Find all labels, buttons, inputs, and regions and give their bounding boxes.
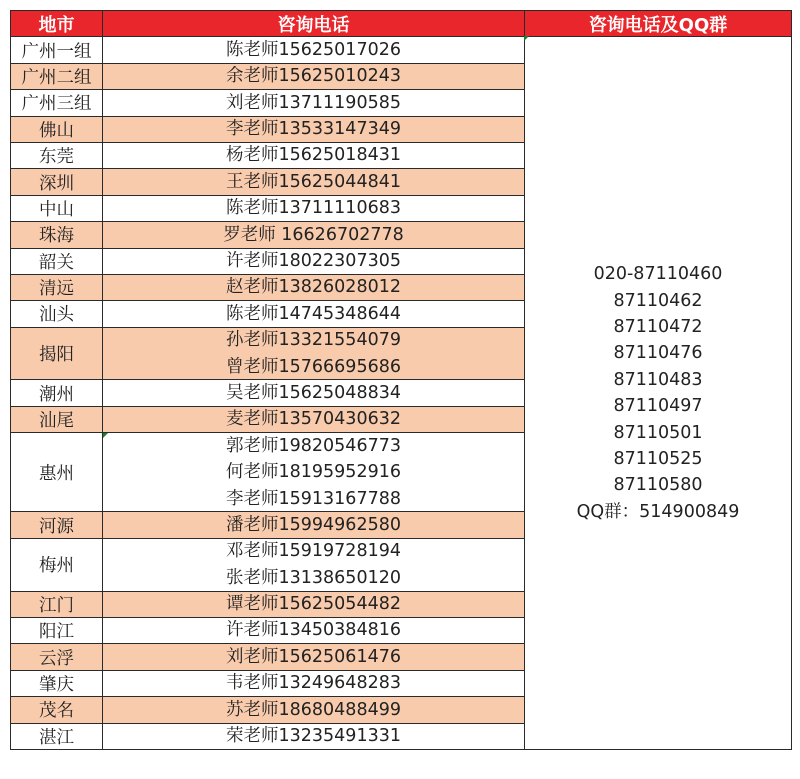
- teacher-phone: 许老师13450384816: [226, 620, 401, 641]
- teacher-phone: 孙老师13321554079: [226, 330, 401, 351]
- header-hotline: 咨询电话及QQ群: [525, 11, 792, 37]
- teacher-phone: 邓老师15919728194: [226, 541, 401, 562]
- qq-group-number: QQ群：514900849: [576, 501, 740, 522]
- teacher-phone: 罗老师 16626702778: [223, 224, 404, 245]
- phone-cell: [103, 143, 525, 169]
- teacher-phone: 刘老师13711190585: [226, 92, 401, 113]
- city-cell: 江门: [11, 592, 103, 618]
- city-cell: 东莞: [11, 143, 103, 169]
- phone-cell: [103, 512, 525, 538]
- teacher-phone: 陈老师13711110683: [226, 198, 401, 219]
- city-cell: 珠海: [11, 222, 103, 248]
- phone-cell: [103, 328, 525, 381]
- hotline-number: 87110462: [613, 290, 703, 311]
- phone-cell: [103, 275, 525, 301]
- phone-cell: [103, 618, 525, 644]
- teacher-phone: 谭老师15625054482: [226, 594, 401, 615]
- city-cell: 揭阳: [11, 328, 103, 381]
- header-phone: 咨询电话: [103, 11, 525, 37]
- phone-cell: [103, 539, 525, 592]
- teacher-phone: 潘老师15994962580: [226, 514, 401, 535]
- contact-table-sheet: [10, 10, 800, 779]
- city-cell: 深圳: [11, 169, 103, 195]
- city-cell: 汕尾: [11, 407, 103, 433]
- teacher-phone: 杨老师15625018431: [226, 145, 401, 166]
- city-cell: 梅州: [11, 539, 103, 592]
- city-cell: 中山: [11, 196, 103, 222]
- phone-cell: [103, 433, 525, 512]
- hotline-number: 87110472: [613, 316, 703, 337]
- teacher-phone: 李老师13533147349: [226, 119, 401, 140]
- city-cell: 佛山: [11, 117, 103, 143]
- phone-cell: [103, 697, 525, 723]
- phone-cell: [103, 169, 525, 195]
- teacher-phone: 余老师15625010243: [226, 66, 401, 87]
- hotline-number: 020-87110460: [593, 264, 723, 285]
- hotline-number: 87110497: [613, 396, 703, 417]
- city-cell: 阳江: [11, 618, 103, 644]
- city-cell: 惠州: [11, 433, 103, 512]
- city-cell: 汕头: [11, 301, 103, 327]
- phone-cell: [103, 64, 525, 90]
- phone-cell: [103, 380, 525, 406]
- city-cell: 肇庆: [11, 671, 103, 697]
- phone-cell: [103, 724, 525, 750]
- hotline-number: 87110580: [613, 475, 703, 496]
- phone-cell: [103, 196, 525, 222]
- phone-cell: [103, 301, 525, 327]
- phone-cell: [103, 222, 525, 248]
- teacher-phone: 陈老师15625017026: [226, 39, 401, 60]
- city-cell: 云浮: [11, 644, 103, 670]
- phone-cell: [103, 37, 525, 63]
- hotline-cell: [525, 37, 792, 750]
- teacher-phone: 郭老师19820546773: [226, 435, 401, 456]
- header-city: 地市: [11, 11, 103, 37]
- contact-table: [10, 10, 792, 750]
- teacher-phone: 苏老师18680488499: [226, 699, 401, 720]
- hotline-number: 87110476: [613, 343, 703, 364]
- city-cell: 潮州: [11, 380, 103, 406]
- city-cell: 韶关: [11, 249, 103, 275]
- city-cell: 广州二组: [11, 64, 103, 90]
- teacher-phone: 麦老师13570430632: [226, 409, 401, 430]
- teacher-phone: 许老师18022307305: [226, 251, 401, 272]
- city-cell: 河源: [11, 512, 103, 538]
- teacher-phone: 曾老师15766695686: [226, 356, 401, 377]
- cell-marker-icon: [103, 433, 108, 438]
- phone-cell: [103, 249, 525, 275]
- teacher-phone: 张老师13138650120: [226, 567, 401, 588]
- phone-cell: [103, 117, 525, 143]
- phone-cell: [103, 592, 525, 618]
- phone-cell: [103, 671, 525, 697]
- hotline-number: 87110501: [613, 422, 703, 443]
- phone-cell: [103, 644, 525, 670]
- teacher-phone: 李老师15913167788: [226, 488, 401, 509]
- hotline-number: 87110525: [613, 448, 703, 469]
- phone-cell: [103, 90, 525, 116]
- teacher-phone: 王老师15625044841: [226, 171, 401, 192]
- teacher-phone: 赵老师13826028012: [226, 277, 401, 298]
- cell-marker-icon: [524, 36, 529, 41]
- city-cell: 广州三组: [11, 90, 103, 116]
- hotline-number: 87110483: [613, 369, 703, 390]
- city-cell: 湛江: [11, 724, 103, 750]
- teacher-phone: 何老师18195952916: [226, 462, 401, 483]
- city-cell: 广州一组: [11, 37, 103, 63]
- city-cell: 清远: [11, 275, 103, 301]
- teacher-phone: 韦老师13249648283: [226, 673, 401, 694]
- phone-cell: [103, 407, 525, 433]
- teacher-phone: 刘老师15625061476: [226, 646, 401, 667]
- city-cell: 茂名: [11, 697, 103, 723]
- teacher-phone: 吴老师15625048834: [226, 382, 401, 403]
- teacher-phone: 荣老师13235491331: [226, 726, 401, 747]
- teacher-phone: 陈老师14745348644: [226, 303, 401, 324]
